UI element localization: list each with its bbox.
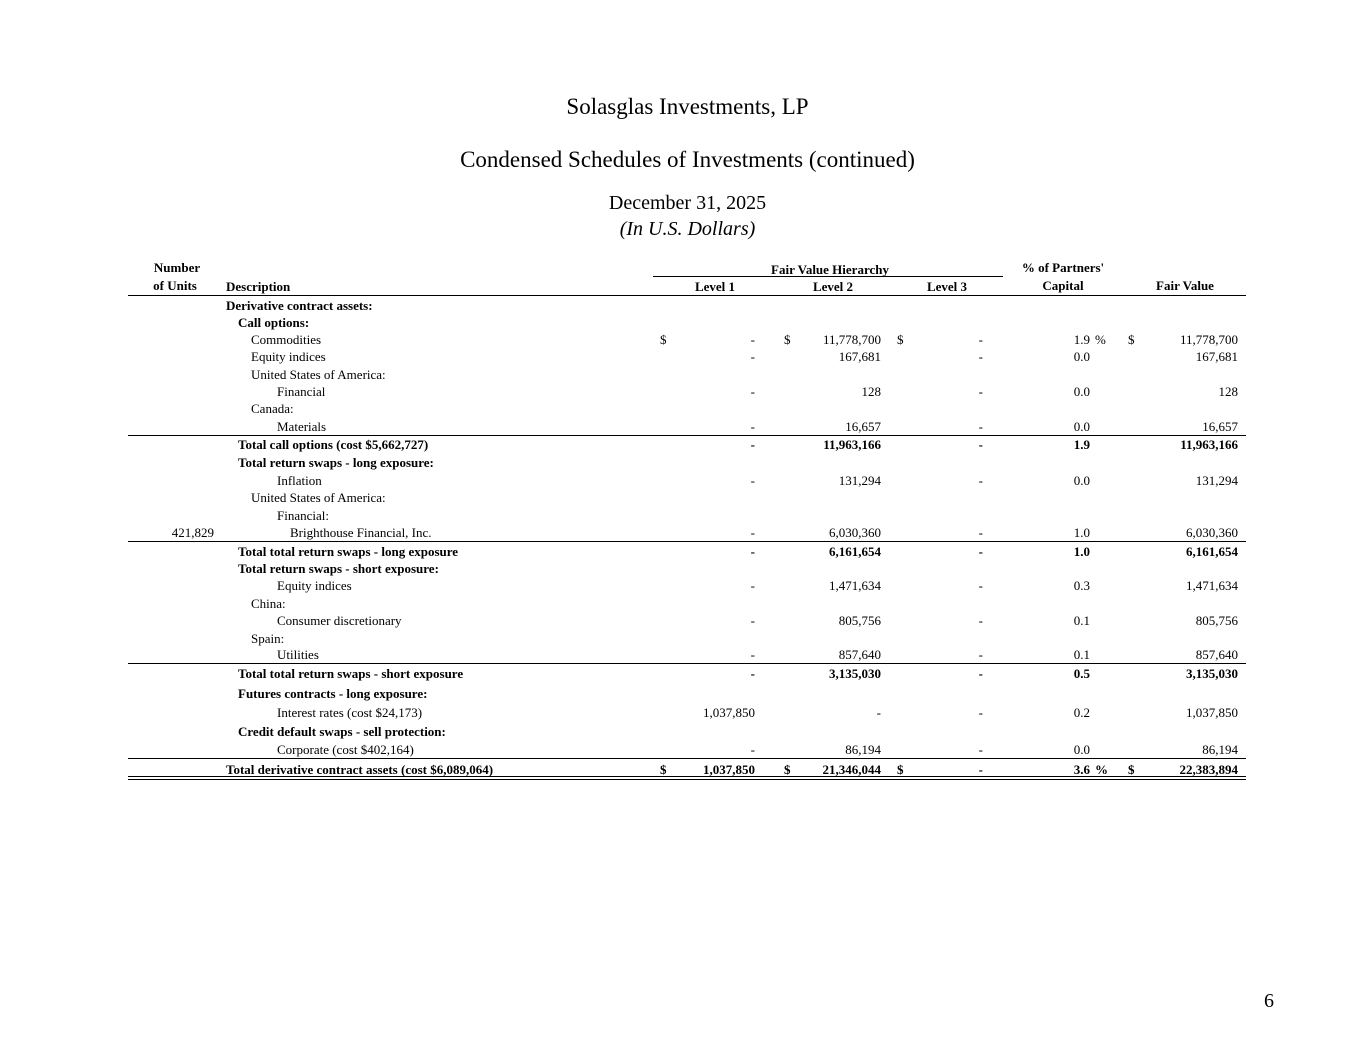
cell-level3: - <box>978 613 983 628</box>
cell-level2: 3,135,030 <box>829 666 881 681</box>
table-row <box>0 665 1365 682</box>
cell-pct-capital: 1.9 <box>1073 332 1090 347</box>
row-description: Spain: <box>251 631 285 646</box>
row-description: Total derivative contract assets (cost $6,089,064) <box>226 762 494 777</box>
dollar-sign: $ <box>1128 332 1135 347</box>
cell-pct-capital: 1.9 <box>1073 437 1090 452</box>
percent-sign: % <box>1095 332 1106 347</box>
page-number: 6 <box>1264 990 1274 1012</box>
cell-level2: 16,657 <box>845 419 881 434</box>
cell-pct-capital: 0.0 <box>1073 742 1090 757</box>
subtotal-rule <box>128 541 1246 542</box>
row-description: Equity indices <box>251 349 326 364</box>
cell-fair-value: 3,135,030 <box>1186 666 1238 681</box>
cell-level3: - <box>978 384 983 399</box>
header-pct-line1: % of Partners' <box>1021 260 1105 275</box>
cell-pct-capital: 0.0 <box>1073 384 1090 399</box>
row-description: Total call options (cost $5,662,727) <box>238 437 429 452</box>
cell-fair-value: 16,657 <box>1202 419 1238 434</box>
cell-level2: 6,161,654 <box>829 544 881 559</box>
dollar-sign: $ <box>660 332 667 347</box>
row-description: Financial: <box>277 508 329 523</box>
cell-level2: 86,194 <box>845 742 881 757</box>
row-description: Corporate (cost $402,164) <box>277 742 414 757</box>
row-units: 421,829 <box>171 525 214 540</box>
row-description: Inflation <box>277 473 322 488</box>
cell-level3: - <box>978 762 983 777</box>
header-fair-value: Fair Value <box>1156 278 1214 293</box>
row-description: Commodities <box>251 332 322 347</box>
cell-fair-value: 1,037,850 <box>1186 705 1238 720</box>
header-level1: Level 1 <box>694 279 736 294</box>
table-row <box>0 612 1365 629</box>
row-description: Total total return swaps - long exposure <box>238 544 459 559</box>
cell-level1: - <box>750 525 755 540</box>
header-level3: Level 3 <box>926 279 968 294</box>
header-description: Description <box>226 279 291 294</box>
header-units-line1: Number <box>153 260 201 275</box>
cell-fair-value: 6,030,360 <box>1186 525 1238 540</box>
header-level2: Level 2 <box>812 279 854 294</box>
cell-fair-value: 11,778,700 <box>1179 332 1238 347</box>
table-row <box>0 297 1365 314</box>
cell-level3: - <box>978 705 983 720</box>
cell-pct-capital: 0.2 <box>1073 705 1090 720</box>
table-row <box>0 577 1365 594</box>
cell-level1: - <box>750 332 755 347</box>
table-row <box>0 348 1365 365</box>
cell-level2: 21,346,044 <box>822 762 881 777</box>
row-description: China: <box>251 596 286 611</box>
cell-level3: - <box>978 525 983 540</box>
row-description: Consumer discretionary <box>277 613 402 628</box>
cell-fair-value: 1,471,634 <box>1186 578 1238 593</box>
row-description: United States of America: <box>251 367 386 382</box>
table-row <box>0 489 1365 506</box>
row-description: Utilities <box>277 647 319 662</box>
table-row <box>0 472 1365 489</box>
cell-level3: - <box>978 349 983 364</box>
cell-level2: 128 <box>861 384 881 399</box>
row-description: United States of America: <box>251 490 386 505</box>
dollar-sign: $ <box>784 762 791 777</box>
cell-level3: - <box>978 473 983 488</box>
cell-level2: 11,963,166 <box>823 437 881 452</box>
table-row <box>0 630 1365 647</box>
cell-level2: 805,756 <box>838 613 881 628</box>
cell-level1: - <box>750 544 755 559</box>
cell-level1: - <box>750 473 755 488</box>
cell-level1: - <box>750 419 755 434</box>
cell-level3: - <box>978 666 983 681</box>
cell-level3: - <box>978 578 983 593</box>
subtotal-rule <box>128 663 1246 664</box>
table-row <box>0 723 1365 740</box>
cell-level2: 167,681 <box>838 349 881 364</box>
cell-level1: - <box>750 742 755 757</box>
cell-level1: - <box>750 384 755 399</box>
cell-pct-capital: 0.3 <box>1073 578 1090 593</box>
row-description: Materials <box>277 419 327 434</box>
dollar-sign: $ <box>897 762 904 777</box>
row-description: Credit default swaps - sell protection: <box>238 724 446 739</box>
cell-fair-value: 805,756 <box>1195 613 1238 628</box>
cell-level3: - <box>978 544 983 559</box>
header-fair-value-hierarchy: Fair Value Hierarchy <box>771 262 889 277</box>
cell-fair-value: 167,681 <box>1195 349 1238 364</box>
cell-level2: 11,778,700 <box>822 332 881 347</box>
cell-fair-value: 131,294 <box>1195 473 1238 488</box>
row-description: Call options: <box>238 315 310 330</box>
table-row <box>0 314 1365 331</box>
table-row <box>0 454 1365 471</box>
cell-level2: 131,294 <box>838 473 881 488</box>
table-row <box>0 543 1365 560</box>
cell-pct-capital: 1.0 <box>1073 544 1090 559</box>
cell-pct-capital: 0.0 <box>1073 473 1090 488</box>
cell-fair-value: 86,194 <box>1202 742 1238 757</box>
row-description: Total return swaps - short exposure: <box>238 561 439 576</box>
statement-date: December 31, 2025 <box>608 192 767 214</box>
table-row <box>0 685 1365 702</box>
statement-title: Condensed Schedules of Investments (continued) <box>460 147 915 172</box>
cell-pct-capital: 0.1 <box>1073 647 1090 662</box>
cell-pct-capital: 0.0 <box>1073 419 1090 434</box>
header-units-line2: of Units <box>153 278 197 293</box>
table-row <box>0 400 1365 417</box>
total-double-rule-1 <box>128 776 1246 777</box>
cell-pct-capital: 3.6 <box>1073 762 1090 777</box>
cell-level3: - <box>978 647 983 662</box>
row-description: Canada: <box>251 401 294 416</box>
cell-level3: - <box>978 437 983 452</box>
table-row <box>0 366 1365 383</box>
cell-level1: - <box>750 437 755 452</box>
company-name: Solasglas Investments, LP <box>566 94 809 119</box>
dollar-sign: $ <box>1128 762 1135 777</box>
table-row <box>0 418 1365 435</box>
row-description: Total total return swaps - short exposure <box>238 666 464 681</box>
dollar-sign: $ <box>897 332 904 347</box>
total-top-rule <box>128 758 1246 759</box>
dollar-sign: $ <box>784 332 791 347</box>
row-description: Total return swaps - long exposure: <box>238 455 434 470</box>
table-row <box>0 507 1365 524</box>
table-row <box>0 436 1365 453</box>
cell-level3: - <box>978 332 983 347</box>
table-row <box>0 383 1365 400</box>
row-description: Brighthouse Financial, Inc. <box>290 525 432 540</box>
cell-level2: 6,030,360 <box>829 525 881 540</box>
cell-level1: - <box>750 613 755 628</box>
cell-level2: - <box>876 705 881 720</box>
row-description: Futures contracts - long exposure: <box>238 686 428 701</box>
table-row <box>0 560 1365 577</box>
cell-fair-value: 6,161,654 <box>1186 544 1238 559</box>
cell-level2: 857,640 <box>838 647 881 662</box>
table-row <box>0 741 1365 758</box>
cell-fair-value: 22,383,894 <box>1179 762 1238 777</box>
cell-pct-capital: 0.5 <box>1073 666 1090 681</box>
table-row <box>0 595 1365 612</box>
cell-level2: 1,471,634 <box>829 578 881 593</box>
cell-pct-capital: 0.1 <box>1073 613 1090 628</box>
table-row <box>0 646 1365 663</box>
cell-fair-value: 857,640 <box>1195 647 1238 662</box>
currency-note: (In U.S. Dollars) <box>619 218 756 240</box>
cell-level1: 1,037,850 <box>703 762 755 777</box>
percent-sign: % <box>1095 762 1108 777</box>
row-description: Financial <box>277 384 326 399</box>
table-row <box>0 524 1365 541</box>
cell-pct-capital: 1.0 <box>1073 525 1090 540</box>
total-double-rule-2 <box>128 779 1246 780</box>
cell-pct-capital: 0.0 <box>1073 349 1090 364</box>
row-description: Derivative contract assets: <box>226 298 373 313</box>
dollar-sign: $ <box>660 762 667 777</box>
cell-level1: - <box>750 349 755 364</box>
cell-fair-value: 11,963,166 <box>1180 437 1238 452</box>
table-row <box>0 704 1365 721</box>
table-row <box>0 331 1365 348</box>
row-description: Equity indices <box>277 578 352 593</box>
cell-fair-value: 128 <box>1218 384 1238 399</box>
row-description: Interest rates (cost $24,173) <box>277 705 423 720</box>
cell-level3: - <box>978 419 983 434</box>
cell-level1: - <box>750 666 755 681</box>
cell-level1: 1,037,850 <box>703 705 755 720</box>
header-pct-line2: Capital <box>1042 278 1084 293</box>
cell-level1: - <box>750 578 755 593</box>
cell-level1: - <box>750 647 755 662</box>
cell-level3: - <box>978 742 983 757</box>
